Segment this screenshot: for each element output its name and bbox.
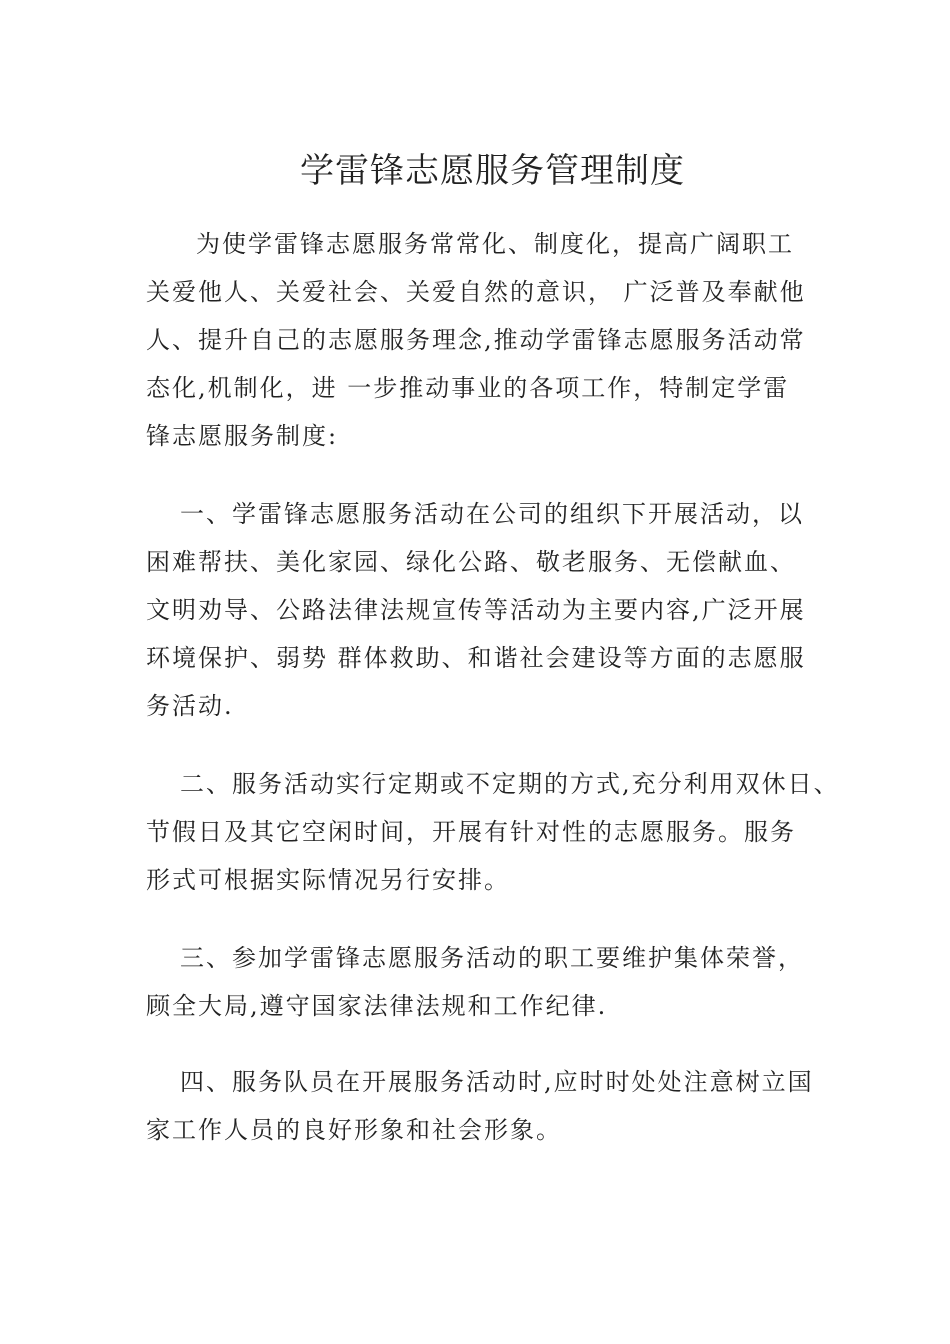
paragraph-line: 人、提升自己的志愿服务理念,推动学雷锋志愿服务活动常 bbox=[146, 326, 806, 354]
paragraph-line: 环境保护、弱势 群体救助、和谐社会建设等方面的志愿服 bbox=[146, 644, 806, 672]
rule-item-2 bbox=[146, 760, 840, 904]
paragraph-line: 务活动. bbox=[146, 692, 234, 720]
paragraph-line: 家工作人员的良好形象和社会形象。 bbox=[146, 1116, 562, 1144]
paragraph-line: 态化,机制化，进 一步推动事业的各项工作，特制定学雷 bbox=[146, 374, 790, 402]
rule-item-1 bbox=[146, 490, 836, 730]
paragraph-line: 节假日及其它空闲时间，开展有针对性的志愿服务。服务 bbox=[146, 818, 796, 846]
paragraph-line: 三、参加学雷锋志愿服务活动的职工要维护集体荣誉， bbox=[180, 944, 804, 972]
paragraph-line: 一、学雷锋志愿服务活动在公司的组织下开展活动，以 bbox=[180, 500, 804, 528]
document-title: 学雷锋志愿服务管理制度 bbox=[300, 151, 685, 191]
paragraph-line: 关爱他人、关爱社会、关爱自然的意识， 广泛普及奉献他 bbox=[146, 278, 806, 306]
paragraph-line: 困难帮扶、美化家园、绿化公路、敬老服务、无偿献血、 bbox=[146, 548, 796, 576]
rule-item-4 bbox=[146, 1058, 836, 1154]
paragraph-line: 二、服务活动实行定期或不定期的方式,充分利用双休日、 bbox=[180, 770, 840, 798]
intro-paragraph bbox=[146, 220, 836, 460]
paragraph-line: 文明劝导、公路法律法规宣传等活动为主要内容,广泛开展 bbox=[146, 596, 806, 624]
paragraph-line: 四、服务队员在开展服务活动时,应时时处处注意树立国 bbox=[180, 1068, 814, 1096]
rule-item-3 bbox=[146, 934, 836, 1030]
paragraph-line: 形式可根据实际情况另行安排。 bbox=[146, 866, 510, 894]
paragraph-line: 锋志愿服务制度: bbox=[146, 422, 339, 450]
paragraph-line: 为使学雷锋志愿服务常常化、制度化，提高广阔职工 bbox=[196, 230, 794, 258]
paragraph-line: 顾全大局,遵守国家法律法规和工作纪律. bbox=[146, 992, 608, 1020]
